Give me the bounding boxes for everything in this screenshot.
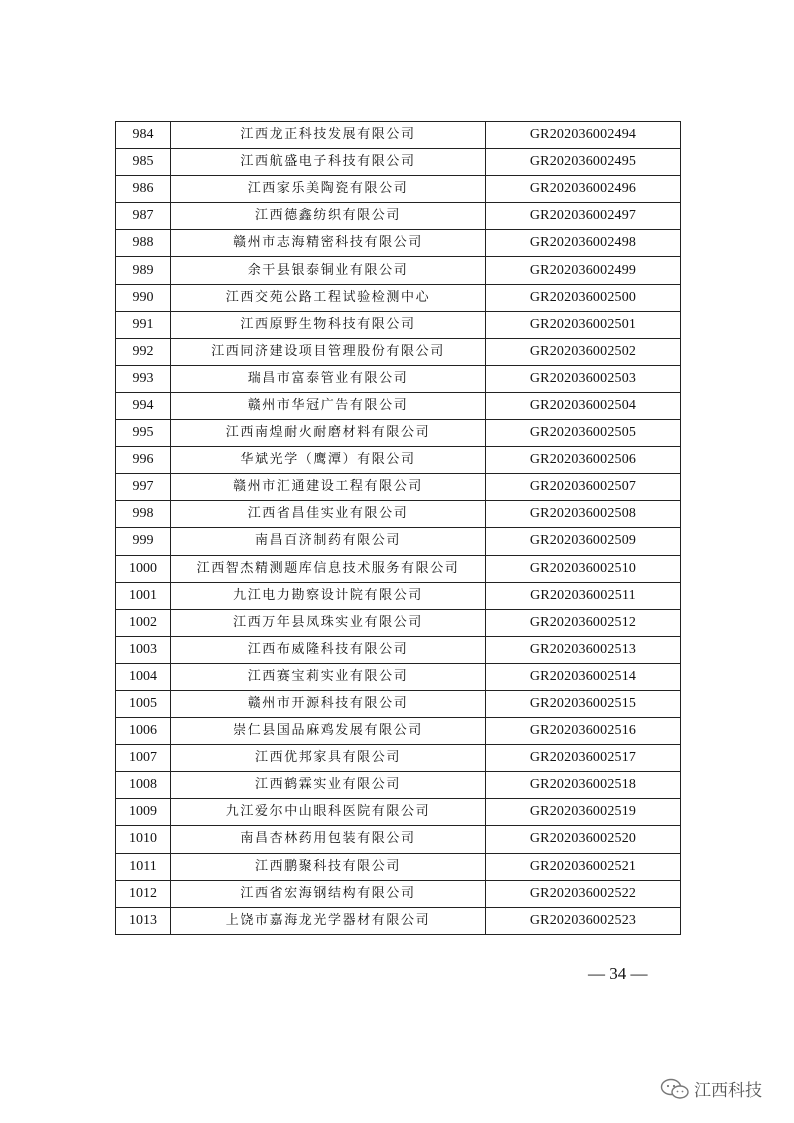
company-name: 江西布威隆科技有限公司 — [171, 636, 486, 663]
watermark — [660, 1076, 762, 1101]
certificate-code: GR202036002511 — [486, 582, 681, 609]
certificate-table-container — [115, 121, 680, 935]
certificate-code: GR202036002517 — [486, 745, 681, 772]
row-number: 1010 — [116, 826, 171, 853]
company-name: 江西原野生物科技有限公司 — [171, 311, 486, 338]
certificate-code: GR202036002506 — [486, 447, 681, 474]
table-row — [116, 284, 681, 311]
company-name: 江西省昌佳实业有限公司 — [171, 501, 486, 528]
row-number: 1000 — [116, 555, 171, 582]
row-number: 990 — [116, 284, 171, 311]
watermark-text: 江西科技 — [694, 1081, 762, 1101]
table-row — [116, 663, 681, 690]
table-row — [116, 176, 681, 203]
row-number: 1003 — [116, 636, 171, 663]
table-row — [116, 122, 681, 149]
certificate-code: GR202036002498 — [486, 230, 681, 257]
table-row — [116, 365, 681, 392]
row-number: 998 — [116, 501, 171, 528]
certificate-table — [115, 121, 681, 935]
company-name: 江西航盛电子科技有限公司 — [171, 149, 486, 176]
row-number: 992 — [116, 338, 171, 365]
certificate-code: GR202036002495 — [486, 149, 681, 176]
table-row — [116, 420, 681, 447]
certificate-code: GR202036002522 — [486, 880, 681, 907]
table-row — [116, 203, 681, 230]
certificate-code: GR202036002505 — [486, 420, 681, 447]
company-name: 上饶市嘉海龙光学器材有限公司 — [171, 907, 486, 934]
certificate-code: GR202036002504 — [486, 392, 681, 419]
company-name: 江西交苑公路工程试验检测中心 — [171, 284, 486, 311]
certificate-code: GR202036002497 — [486, 203, 681, 230]
row-number: 986 — [116, 176, 171, 203]
row-number: 988 — [116, 230, 171, 257]
certificate-code: GR202036002518 — [486, 772, 681, 799]
row-number: 989 — [116, 257, 171, 284]
table-body — [116, 122, 681, 935]
certificate-code: GR202036002503 — [486, 365, 681, 392]
certificate-code: GR202036002500 — [486, 284, 681, 311]
certificate-code: GR202036002516 — [486, 718, 681, 745]
row-number: 997 — [116, 474, 171, 501]
row-number: 1012 — [116, 880, 171, 907]
row-number: 984 — [116, 122, 171, 149]
table-row — [116, 555, 681, 582]
row-number: 987 — [116, 203, 171, 230]
row-number: 1006 — [116, 718, 171, 745]
row-number: 985 — [116, 149, 171, 176]
table-row — [116, 582, 681, 609]
wechat-icon — [660, 1078, 690, 1100]
company-name: 赣州市华冠广告有限公司 — [171, 392, 486, 419]
table-row — [116, 609, 681, 636]
company-name: 瑞昌市富泰管业有限公司 — [171, 365, 486, 392]
table-row — [116, 230, 681, 257]
row-number: 993 — [116, 365, 171, 392]
table-row — [116, 718, 681, 745]
certificate-code: GR202036002508 — [486, 501, 681, 528]
row-number: 1008 — [116, 772, 171, 799]
certificate-code: GR202036002512 — [486, 609, 681, 636]
table-row — [116, 338, 681, 365]
table-row — [116, 149, 681, 176]
company-name: 江西鹤霖实业有限公司 — [171, 772, 486, 799]
company-name: 江西鹏聚科技有限公司 — [171, 853, 486, 880]
company-name: 南昌杏林药用包装有限公司 — [171, 826, 486, 853]
company-name: 江西同济建设项目管理股份有限公司 — [171, 338, 486, 365]
table-row — [116, 745, 681, 772]
table-row — [116, 853, 681, 880]
certificate-code: GR202036002501 — [486, 311, 681, 338]
table-row — [116, 392, 681, 419]
certificate-code: GR202036002502 — [486, 338, 681, 365]
certificate-code: GR202036002507 — [486, 474, 681, 501]
company-name: 江西优邦家具有限公司 — [171, 745, 486, 772]
company-name: 南昌百济制药有限公司 — [171, 528, 486, 555]
company-name: 江西万年县凤珠实业有限公司 — [171, 609, 486, 636]
row-number: 1013 — [116, 907, 171, 934]
company-name: 江西家乐美陶瓷有限公司 — [171, 176, 486, 203]
row-number: 1005 — [116, 690, 171, 717]
row-number: 995 — [116, 420, 171, 447]
row-number: 1004 — [116, 663, 171, 690]
certificate-code: GR202036002515 — [486, 690, 681, 717]
certificate-code: GR202036002499 — [486, 257, 681, 284]
company-name: 余干县银泰铜业有限公司 — [171, 257, 486, 284]
company-name: 江西智杰精测题库信息技术服务有限公司 — [171, 555, 486, 582]
company-name: 江西德鑫纺织有限公司 — [171, 203, 486, 230]
table-row — [116, 474, 681, 501]
company-name: 九江爱尔中山眼科医院有限公司 — [171, 799, 486, 826]
company-name: 九江电力勘察设计院有限公司 — [171, 582, 486, 609]
table-row — [116, 826, 681, 853]
certificate-code: GR202036002521 — [486, 853, 681, 880]
table-row — [116, 880, 681, 907]
company-name: 赣州市汇通建设工程有限公司 — [171, 474, 486, 501]
company-name: 崇仁县国品麻鸡发展有限公司 — [171, 718, 486, 745]
row-number: 994 — [116, 392, 171, 419]
table-row — [116, 907, 681, 934]
table-row — [116, 257, 681, 284]
company-name: 华斌光学（鹰潭）有限公司 — [171, 447, 486, 474]
company-name: 赣州市志海精密科技有限公司 — [171, 230, 486, 257]
certificate-code: GR202036002513 — [486, 636, 681, 663]
table-row — [116, 447, 681, 474]
certificate-code: GR202036002523 — [486, 907, 681, 934]
company-name: 江西赛宝莉实业有限公司 — [171, 663, 486, 690]
table-row — [116, 501, 681, 528]
table-row — [116, 311, 681, 338]
certificate-code: GR202036002519 — [486, 799, 681, 826]
table-row — [116, 690, 681, 717]
page-number: — 34 — — [588, 964, 648, 983]
table-row — [116, 799, 681, 826]
row-number: 996 — [116, 447, 171, 474]
row-number: 1011 — [116, 853, 171, 880]
certificate-code: GR202036002509 — [486, 528, 681, 555]
certificate-code: GR202036002514 — [486, 663, 681, 690]
company-name: 江西南煌耐火耐磨材料有限公司 — [171, 420, 486, 447]
certificate-code: GR202036002510 — [486, 555, 681, 582]
row-number: 1001 — [116, 582, 171, 609]
row-number: 991 — [116, 311, 171, 338]
certificate-code: GR202036002494 — [486, 122, 681, 149]
certificate-code: GR202036002520 — [486, 826, 681, 853]
certificate-code: GR202036002496 — [486, 176, 681, 203]
row-number: 1007 — [116, 745, 171, 772]
company-name: 江西省宏海钢结构有限公司 — [171, 880, 486, 907]
row-number: 999 — [116, 528, 171, 555]
table-row — [116, 528, 681, 555]
table-row — [116, 636, 681, 663]
row-number: 1002 — [116, 609, 171, 636]
company-name: 赣州市开源科技有限公司 — [171, 690, 486, 717]
table-row — [116, 772, 681, 799]
row-number: 1009 — [116, 799, 171, 826]
company-name: 江西龙正科技发展有限公司 — [171, 122, 486, 149]
